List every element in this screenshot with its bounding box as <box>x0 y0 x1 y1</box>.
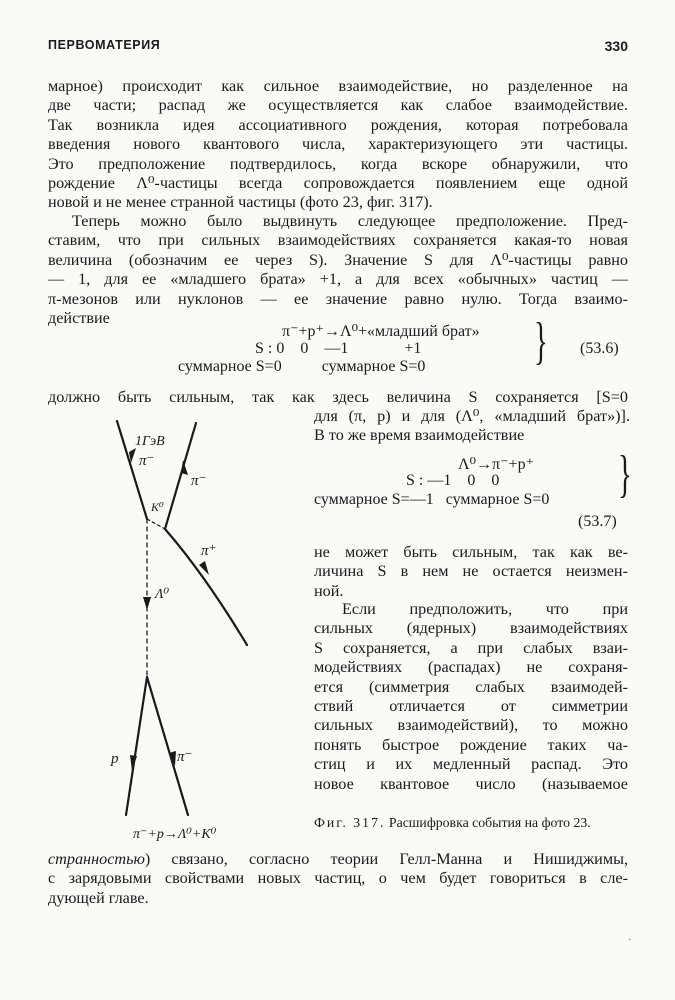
pi-minus-in-label: π⁻ <box>139 453 155 469</box>
text-line: Так возникла идея ассоциативного рождения, которая потребовала <box>48 115 628 134</box>
text-line: действие <box>48 309 110 328</box>
text-line: с зарядовыми свойствами новых частиц, о чем будет говориться в сле- <box>48 869 628 888</box>
text-line: должно быть сильным, так как здесь величина S сохраняется [S=0 <box>48 388 628 406</box>
eq1-line3: суммарное S=0 суммарное S=0 <box>178 358 426 375</box>
paragraph-2 <box>48 212 628 328</box>
text-line: В то же время взаимодействие <box>314 426 525 445</box>
caption-text: Расшифровка события на фото 23. <box>388 815 591 830</box>
pi-plus-label: π⁺ <box>201 543 217 559</box>
lambda-label: Λ⁰ <box>155 587 170 602</box>
pi-minus-up-label: π⁻ <box>191 473 207 489</box>
chapter-title: ПЕРВОМАТЕРИЯ <box>48 38 161 52</box>
text-line: дующей главе. <box>48 888 149 907</box>
text-line: ется (симметрия слабых взаимодей- <box>314 677 628 696</box>
text-line: сильных (ядерных) взаимодействиях <box>314 619 628 638</box>
text-line: Это предположение подтвердилось, когда вскоре обнаружили, что <box>48 154 628 173</box>
text-line: — 1, для ее «младшего брата» +1, а для всех «обычных» частиц — <box>48 270 628 289</box>
arrow-icon <box>143 597 151 610</box>
right-column-3 <box>314 600 628 794</box>
text-line: ной. <box>314 581 344 600</box>
text-line: новое квантовое число (называемое <box>314 774 628 793</box>
text-line: понять быстрое рождение таких ча- <box>314 735 628 754</box>
kaon-label: K⁰ <box>151 500 164 514</box>
eq2-line2: S : —1 0 0 <box>406 472 500 489</box>
particle-track-diagram <box>95 415 295 845</box>
text-line <box>48 850 628 869</box>
equation-number: (53.7) <box>578 513 617 530</box>
proton-label: p <box>111 751 119 767</box>
text-line: модействиях (распадах) не сохраня- <box>314 658 628 677</box>
text-line: величина (обозначим ее через S). Значение S для Λ⁰-частицы равно <box>48 250 628 269</box>
pi-minus-out-label: π⁻ <box>177 749 193 765</box>
text-line: введения нового квантового числа, характеризующего эти частицы. <box>48 135 628 154</box>
right-brace: } <box>534 313 548 370</box>
paragraph-4 <box>48 850 628 908</box>
kaon-gap-track <box>147 519 165 529</box>
right-column-1 <box>314 407 630 446</box>
text-line: личина S в нем не остается неизмен- <box>314 562 628 581</box>
running-head <box>48 38 628 52</box>
text-line: сильных взаимодействий), то можно <box>314 716 628 735</box>
text-line: ствий отличается от симметрии <box>314 697 628 716</box>
pi-minus-out-track <box>147 677 188 815</box>
text-line: рождение Λ⁰-частицы всегда сопровождается появлением еще одной <box>48 174 628 193</box>
italic-term: странностью <box>48 850 145 868</box>
right-column-2 <box>314 543 628 601</box>
text-line: Теперь можно было выдвинуть следующее предположение. Пред- <box>72 212 628 230</box>
energy-label: 1ГэВ <box>135 434 165 449</box>
text-line: стиц и их медленный распад. Это <box>314 755 628 774</box>
eq1-line1: π⁻+p⁺→Λ⁰+«младший брат» <box>282 323 480 340</box>
text-line: π-мезонов или нуклонов — ее значение равно нулю. Тогда взаимо- <box>48 289 628 308</box>
text-line: две части; распад же осуществляется как слабое взаимодействие. <box>48 96 628 115</box>
paragraph-3 <box>48 388 628 407</box>
text-line: Если предположить, что при <box>342 600 628 618</box>
caption-label: Фиг. 317. <box>314 815 386 830</box>
paragraph-1 <box>48 77 628 213</box>
proton-track <box>126 677 147 815</box>
text-line: новой и не менее странной частицы (фото 23, фиг. 317). <box>48 193 433 212</box>
text-line: S сохраняется, а при слабых взаи- <box>314 638 628 657</box>
text-line: ставим, что при сильных взаимодействиях сохраняется какая-то новая <box>48 231 628 250</box>
right-brace: } <box>618 446 632 503</box>
text-line-rest: ) связано, согласно теории Гелл-Манна и Нишиджимы, <box>144 850 628 868</box>
text-line: не может быть сильным, так как ве- <box>314 543 628 561</box>
print-mark: · <box>628 935 632 946</box>
text-line: марное) происходит как сильное взаимодействие, но разделенное на <box>48 77 628 95</box>
eq1-line2: S : 0 0 —1 +1 <box>255 340 422 357</box>
page-number: 330 <box>604 38 628 54</box>
reaction-label: π⁻+p→Λ⁰+K⁰ <box>133 827 217 842</box>
figure-caption <box>314 815 628 831</box>
text-line: для (π, p) и для (Λ⁰, «младший брат»)]. <box>314 407 630 425</box>
eq2-line3: суммарное S=—1 суммарное S=0 <box>314 491 550 508</box>
eq2-line1: Λ⁰→π⁻+p⁺ <box>458 456 535 473</box>
equation-number: (53.6) <box>580 340 619 357</box>
